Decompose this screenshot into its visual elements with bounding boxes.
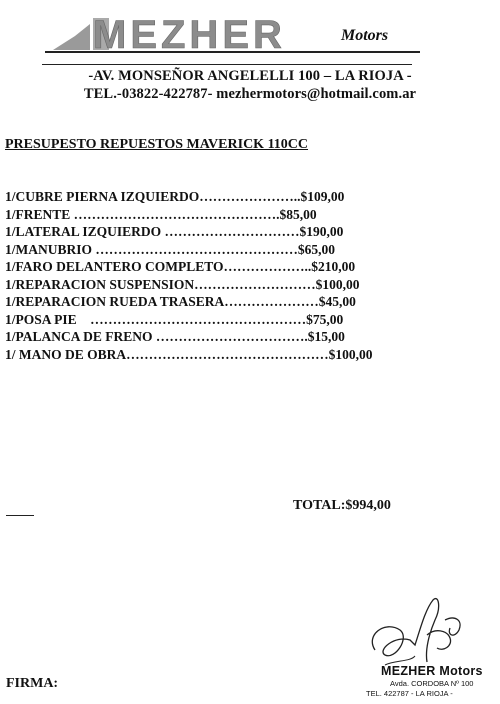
logo-suffix: Motors [341,27,389,44]
contact-line: TEL.-03822-422787- mezhermotors@hotmail.com.ar [83,86,417,102]
line-item: 1/MANUBRIO ………………………………………$65,00 [5,242,335,257]
stamp-name: MEZHER Motors [381,664,483,678]
line-item: 1/REPARACION SUSPENSION………………………$100,00 [5,277,360,292]
logo-brand: MEZHER [93,13,286,57]
address-line: -AV. MONSEÑOR ANGELELLI 100 – LA RIOJA - [88,68,412,84]
stamp-phone: TEL. 422787 - LA RIOJA - [366,689,453,698]
line-item: 1/POSA PIE …………………………………………$75,00 [5,312,344,327]
stamp-address: Avda. CORDOBA Nº 100 [390,679,474,688]
line-item: 1/PALANCA DE FRENO …………………………….$15,00 [5,329,345,344]
quote-title: PRESUPESTO REPUESTOS MAVERICK 110CC [5,137,309,152]
total-amount: TOTAL:$994,00 [293,498,391,513]
line-item: 1/FARO DELANTERO COMPLETO………………..$210,00 [5,259,356,274]
line-item: 1/ MANO DE OBRA………………………………………$100,00 [5,347,373,362]
signature-label: FIRMA: [6,676,59,691]
header-divider [42,64,412,65]
line-item: 1/LATERAL IZQUIERDO …………………………$190,00 [5,224,344,239]
signature-dash [6,515,34,516]
line-item: 1/REPARACION RUEDA TRASERA…………………$45,00 [5,294,356,309]
line-item: 1/FRENTE ……………………………………….$85,00 [5,207,317,222]
line-item: 1/CUBRE PIERNA IZQUIERDO…………………..$109,00 [5,189,345,204]
mezher-motors-logo [45,6,425,58]
